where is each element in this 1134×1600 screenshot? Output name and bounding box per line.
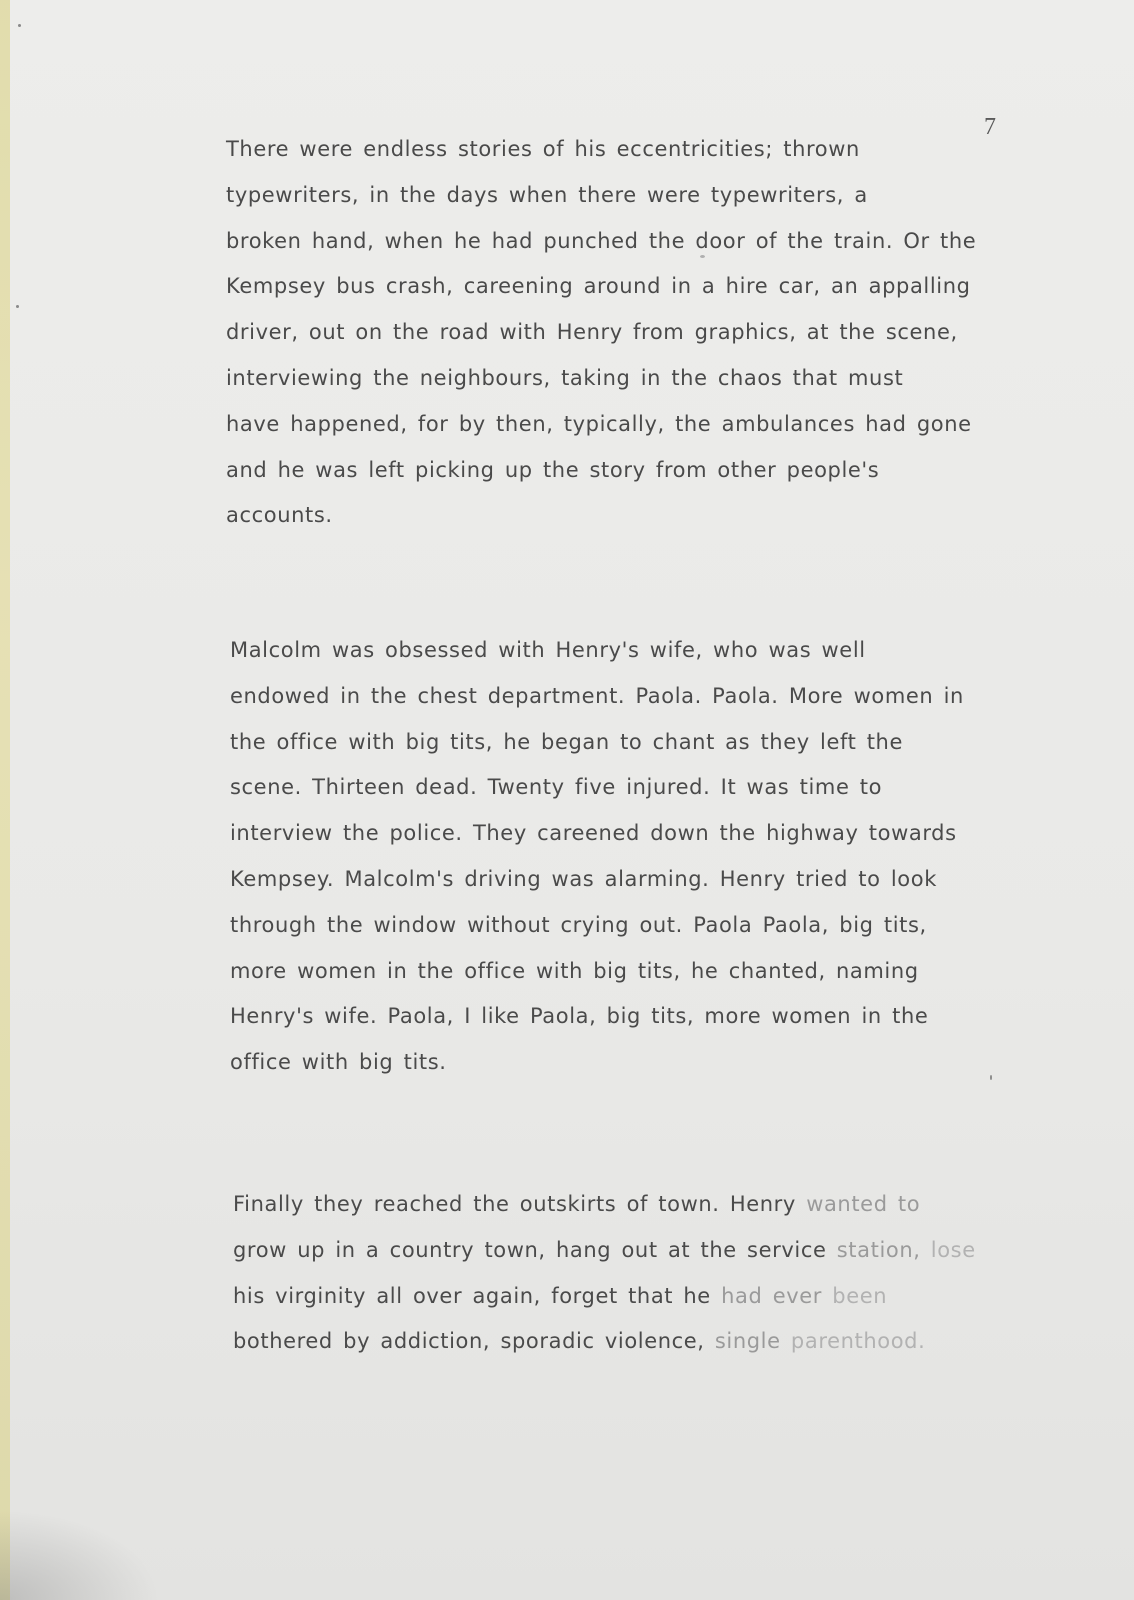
scan-speck <box>990 1075 992 1080</box>
faded-text: station, <box>836 1237 921 1262</box>
paragraph-line: scene. Thirteen dead. Twenty five injured. It was time to <box>230 775 883 800</box>
scan-shadow <box>0 1510 160 1600</box>
faded-text: lose <box>920 1237 976 1262</box>
paragraph-line: accounts. <box>226 503 333 528</box>
faded-text: had ever <box>721 1283 822 1308</box>
paragraph-line: have happened, for by then, typically, the ambulances had gone <box>226 411 972 436</box>
scan-speck <box>700 255 705 258</box>
paragraph-line: Kempsey bus crash, careening around in a hire car, an appalling <box>226 274 971 299</box>
paragraph-line: the office with big tits, he began to chant as they left the <box>230 729 903 754</box>
paragraph-line <box>233 1274 976 1320</box>
page-number: 7 <box>984 114 996 140</box>
line-text: his virginity all over again, forget that he <box>233 1283 722 1308</box>
line-text: grow up in a country town, hang out at the service <box>233 1237 837 1262</box>
faded-text: wanted to <box>806 1192 921 1216</box>
paragraph-line <box>233 1182 976 1228</box>
paragraph-2 <box>230 628 964 1086</box>
paragraph-line: through the window without crying out. Paola Paola, big tits, <box>230 912 927 937</box>
faded-text: single <box>714 1329 781 1354</box>
paragraph-line: more women in the office with big tits, he chanted, naming <box>230 958 919 983</box>
paragraph-line: and he was left picking up the story from other people's <box>226 457 880 482</box>
paragraph-line <box>233 1319 976 1365</box>
scan-speck <box>16 305 19 308</box>
paragraph-1 <box>226 127 976 539</box>
paragraph-line: interview the police. They careened down the highway towards <box>230 821 957 846</box>
paragraph-line: Malcolm was obsessed with Henry's wife, who was well <box>230 638 866 662</box>
paragraph-line: endowed in the chest department. Paola. Paola. More women in <box>230 683 964 708</box>
paper-edge <box>0 0 10 1600</box>
line-text: bothered by addiction, sporadic violence, <box>233 1329 715 1354</box>
paragraph-line <box>233 1228 976 1274</box>
paragraph-line: There were endless stories of his eccentricities; thrown <box>226 137 860 161</box>
paragraph-line: Henry's wife. Paola, I like Paola, big tits, more women in the <box>230 1004 929 1029</box>
paragraph-line: driver, out on the road with Henry from graphics, at the scene, <box>226 320 958 345</box>
faded-text: parenthood. <box>780 1329 926 1354</box>
faded-text: been <box>822 1283 888 1308</box>
paragraph-line: Kempsey. Malcolm's driving was alarming. Henry tried to look <box>230 866 937 891</box>
paragraph-line: typewriters, in the days when there were typewriters, a <box>226 182 868 207</box>
paragraph-line: office with big tits. <box>230 1050 447 1075</box>
paragraph-line: broken hand, when he had punched the door of the train. Or the <box>226 228 977 253</box>
paragraph-line: interviewing the neighbours, taking in the chaos that must <box>226 365 904 390</box>
paragraph-3 <box>233 1182 976 1365</box>
line-text: Finally they reached the outskirts of town. Henry <box>233 1192 807 1216</box>
scan-speck <box>18 24 21 27</box>
